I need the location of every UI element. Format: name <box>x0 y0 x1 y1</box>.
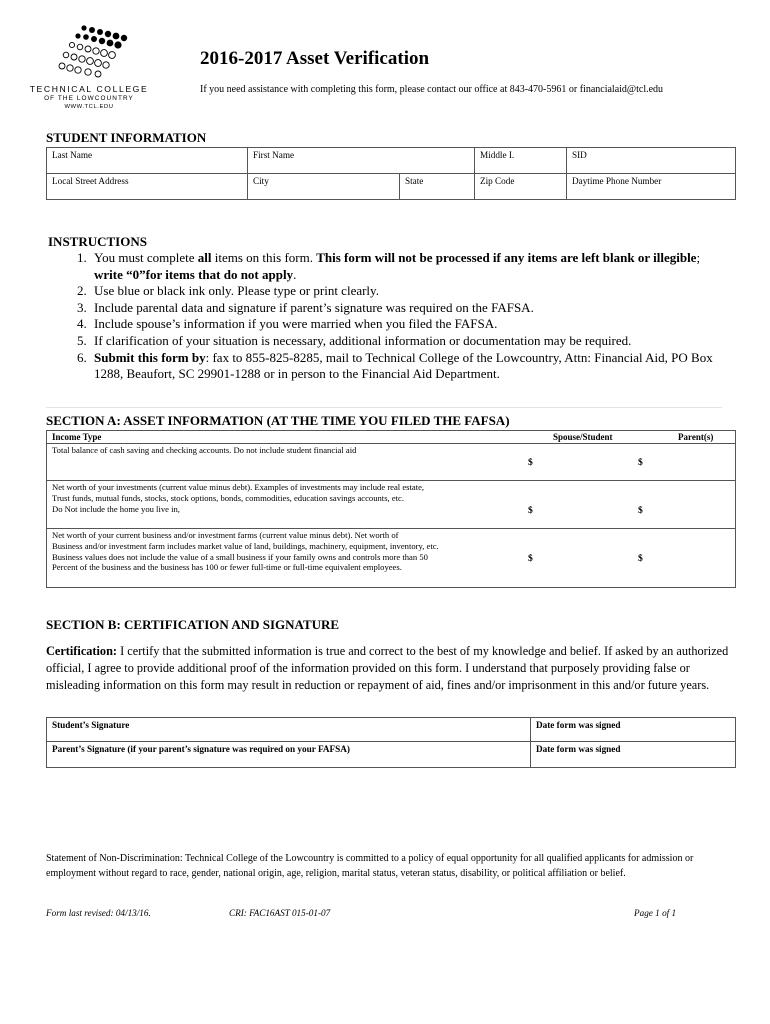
student-date-signed-field[interactable]: Date form was signed <box>531 718 736 742</box>
college-logo <box>22 24 156 124</box>
first-name-field[interactable]: First Name <box>248 148 475 174</box>
investments-line: Net worth of your investments (current value minus debt). Examples of investments may include real estate, <box>52 482 425 492</box>
business-line: Business and/or investment farm includes market value of land, buildings, machinery, equipment, inventory, etc. <box>52 540 439 551</box>
parent-investments-amount-field[interactable]: $ <box>638 505 643 516</box>
business-line: Percent of the business and the business has 100 or fewer full-time or full-time equivalent employees. <box>52 562 402 573</box>
non-discrimination-statement: Statement of Non-Discrimination: Technical College of the Lowcountry is committed to a policy of equal opportunity for all qualified applicants for admission or employment without regard to race, gender, national origin, age, religion, marital status, veteran status, disability, or political affiliation or belief. <box>46 853 694 879</box>
page-number: Page 1 of 1 <box>634 908 677 918</box>
cash-balance-description: Total balance of cash saving and checking accounts. Do not include student financial aid <box>52 445 357 455</box>
logo-college-name: TECHNICAL COLLEGE <box>29 84 149 94</box>
instructions-list <box>90 250 728 383</box>
business-row <box>47 528 735 588</box>
instruction-text: ; <box>696 250 701 265</box>
instruction-emphasis: write “0”for items that do not apply <box>94 266 294 282</box>
income-type-header: Income Type <box>52 432 102 442</box>
student-info-table <box>46 147 736 200</box>
parents-header: Parent(s) <box>678 432 714 442</box>
asset-table <box>46 430 736 588</box>
section-a-heading: SECTION A: ASSET INFORMATION (AT THE TIME YOU FILED THE FAFSA) <box>46 413 510 428</box>
form-title: 2016-2017 Asset Verification <box>200 48 430 69</box>
sid-field[interactable]: SID <box>567 148 736 174</box>
instructions <box>48 234 728 383</box>
parent-business-amount-field[interactable]: $ <box>638 553 643 564</box>
state-field[interactable]: State <box>400 174 475 200</box>
certification-label: Certification: <box>46 644 118 658</box>
instruction-emphasis: Submit this form by <box>94 349 206 365</box>
business-description <box>52 530 522 573</box>
last-name-field[interactable]: Last Name <box>47 148 248 174</box>
certification-statement <box>46 643 736 694</box>
middle-initial-field[interactable]: Middle I. <box>475 148 567 174</box>
city-field[interactable]: City <box>248 174 400 200</box>
investments-description <box>52 482 522 514</box>
instruction-emphasis: all <box>197 250 212 265</box>
investments-line: Trust funds, mutual funds, stocks, stock options, bonds, commodities, education savings accounts, etc. <box>52 492 404 503</box>
spouse-business-amount-field[interactable]: $ <box>528 553 533 564</box>
parent-cash-amount-field[interactable]: $ <box>638 457 643 468</box>
dot-pattern-icon <box>48 24 130 82</box>
business-line: Net worth of your current business and/or investment farms (current value minus debt). Net worth of <box>52 530 399 540</box>
zip-code-field[interactable]: Zip Code <box>475 174 567 200</box>
instruction-item: 4. Include spouse’s information if you were married when you filed the FAFSA. <box>90 316 728 333</box>
parent-date-signed-field[interactable]: Date form was signed <box>531 742 736 768</box>
daytime-phone-field[interactable]: Daytime Phone Number <box>567 174 736 200</box>
divider <box>46 407 722 408</box>
instruction-item <box>90 350 728 383</box>
instruction-text: You must complete <box>94 250 198 265</box>
certification-text: I certify that the submitted information is true and correct to the best of my knowledge and belief. If asked by an authorized official, I agree to provide additional proof of the information provided on this form. I understand that purposely providing false or misleading information on this form may result in reduction or repayment of aid, fines and/or imprisonment in this and/or future years. <box>46 644 729 692</box>
logo-website: WWW.TCL.EDU <box>64 104 114 110</box>
instruction-item <box>90 250 728 283</box>
cri-code: CRI: FAC16AST 015-01-07 <box>229 908 331 918</box>
assistance-note: If you need assistance with completing this form, please contact our office at 843-470-5961 or financialaid@tcl.edu <box>200 84 664 95</box>
instruction-text: . <box>293 266 297 282</box>
form-revised-date: Form last revised: 04/13/16. <box>46 908 151 918</box>
spouse-cash-amount-field[interactable]: $ <box>528 457 533 468</box>
instruction-item: 5. If clarification of your situation is necessary, additional information or documentation may be required. <box>90 333 728 350</box>
instructions-heading: INSTRUCTIONS <box>48 234 147 249</box>
investments-line: Do Not include the home you live in, <box>52 503 180 514</box>
student-info-heading: STUDENT INFORMATION <box>46 130 207 145</box>
spouse-investments-amount-field[interactable]: $ <box>528 505 533 516</box>
spouse-student-header: Spouse/Student <box>553 432 613 442</box>
instruction-text: : fax to 855-825-8285, mail to Technical College of the Lowcountry, Attn: Financial Aid, PO Box 1288, Beaufort, SC 29901-1288 or in person to the Financial Aid Department. <box>94 349 713 382</box>
instruction-emphasis: This form will not be processed if any items are left blank or illegible <box>316 250 697 265</box>
cash-balance-row <box>47 443 735 480</box>
parent-signature-field[interactable]: Parent’s Signature (if your parent’s signature was required on your FAFSA) <box>47 742 531 768</box>
logo-college-subname: OF THE LOWCOUNTRY <box>44 95 134 102</box>
investments-row <box>47 480 735 528</box>
street-address-field[interactable]: Local Street Address <box>47 174 248 200</box>
section-b-heading: SECTION B: CERTIFICATION AND SIGNATURE <box>46 617 340 632</box>
student-signature-field[interactable]: Student’s Signature <box>47 718 531 742</box>
instruction-text: items on this form. <box>211 250 317 265</box>
signature-table <box>46 717 736 768</box>
business-line: Business values does not include the value of a small business if your family owns and controls more than 50 <box>52 551 428 562</box>
instruction-item: 3. Include parental data and signature if parent’s signature was required on the FAFSA. <box>90 300 728 317</box>
instruction-item: 2. Use blue or black ink only. Please type or print clearly. <box>90 283 728 300</box>
